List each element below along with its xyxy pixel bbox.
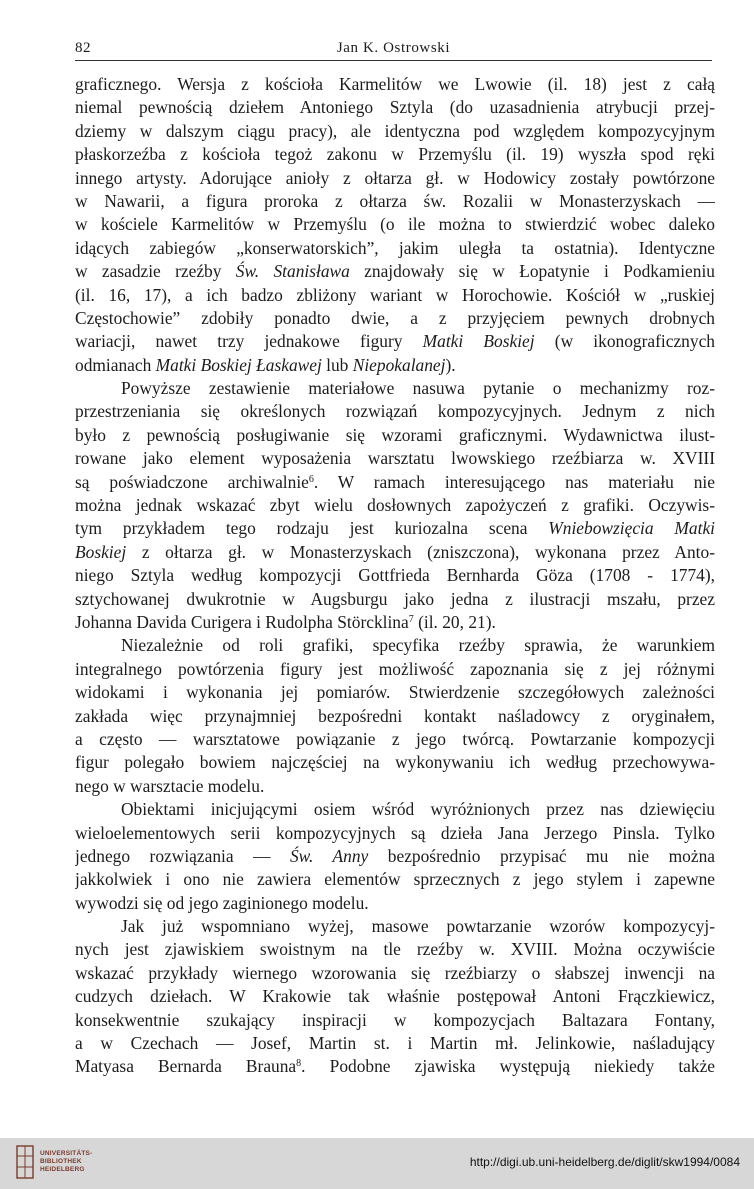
text-run: nego w warsztacie modelu. (75, 775, 265, 796)
text-run: a często — warsztatowe powiązanie z jego twórcą. Powtarzanie kompozycji (75, 728, 715, 749)
text-run: integralnego powtórzenia figury jest możliwość zapoznania się z jej różnymi (75, 658, 715, 679)
text-line (75, 307, 715, 330)
page-header (75, 38, 712, 61)
running-head: Jan K. Ostrowski (336, 40, 451, 56)
text-run: tym przykładem tego rodzaju jest kuriozalna scena (75, 518, 549, 539)
text-line (75, 237, 715, 260)
text-run: wskazać przykłady wiernego wzorowania się rzeźbiarzy o słabszej inwencji na (75, 962, 715, 983)
text-line (75, 611, 715, 634)
italic-title: Niepokalanej (352, 354, 446, 375)
text-line (75, 284, 715, 307)
text-run: nych jest zjawiskiem swoistnym na tle rzeźby w. XVIII. Można oczywiście (75, 939, 715, 960)
text-line (75, 213, 715, 236)
text-line (75, 143, 715, 166)
text-run: (il. 16, 17), a ich badzo zbliżony wariant w Horochowie. Kościół w „ruskiej (75, 284, 715, 305)
text-line (75, 541, 715, 564)
text-run: można jednak wskazać zbyt wielu dosłownych zapożyczeń z grafiki. Oczywis- (75, 495, 715, 516)
text-line (75, 892, 715, 915)
text-run: cudzych dziełach. W Krakowie tak właśnie postępował Antoni Frączkiewicz, (75, 986, 715, 1007)
italic-title: Św. Anny (289, 845, 369, 866)
text-run: (il. 20, 21). (413, 611, 496, 632)
library-logo-text (40, 1150, 92, 1174)
text-line (75, 96, 715, 119)
text-run: Matyasa Bernarda Brauna (75, 1056, 297, 1077)
text-line (75, 494, 715, 517)
text-run: odmianach (75, 354, 156, 375)
text-line (75, 868, 715, 891)
text-line (75, 962, 715, 985)
source-url-link[interactable]: http://digi.ub.uni-heidelberg.de/diglit/skw1994/0084 (469, 1155, 740, 1169)
italic-title: Św. Stanisława (235, 261, 350, 282)
text-run: są poświadczone archiwalnie (75, 471, 309, 492)
text-run: Powyższe zestawienie materiałowe nasuwa pytanie o mechanizmy roz- (121, 378, 715, 399)
logo-line: HEIDELBERG (40, 1166, 85, 1173)
text-line (75, 1055, 715, 1078)
text-run: płaskorzeźba z kościoła tegoż zakonu w Przemyślu (il. 19) wyszła spod ręki (75, 144, 715, 165)
footnote-ref: 6 (308, 473, 314, 485)
italic-title: Matki Boskiej (422, 331, 535, 352)
text-line (75, 845, 715, 868)
text-run: idących zabiegów „konserwatorskich”, jakim uległa ta ostatnia). Identyczne (75, 237, 715, 258)
logo-line: UNIVERSITÄTS- (40, 1150, 93, 1157)
text-line (75, 634, 715, 657)
text-line (75, 167, 715, 190)
page-number: 82 (75, 40, 91, 56)
text-run: jakkolwiek i ono nie zawiera elementów sprzecznych z jego stylem i zapewne (75, 869, 715, 890)
text-line (75, 564, 715, 587)
text-line (75, 190, 715, 213)
text-run: ). (445, 354, 456, 375)
text-run: w Nawarii, a figura proroka z ołtarza św. Rozalii w Monasterzyskach — (75, 190, 715, 211)
text-line (75, 658, 715, 681)
text-line (75, 798, 715, 821)
text-line (75, 822, 715, 845)
text-run: znajdowały się w Łopatynie i Podkamieniu (349, 261, 715, 282)
logo-line: BIBLIOTHEK (40, 1158, 82, 1165)
text-run: bezpośrednio przypisać mu nie można (368, 845, 715, 866)
text-run: wywodzi się od jego zaginionego modelu. (75, 892, 369, 913)
text-line (75, 751, 715, 774)
text-run: konsekwentnie szukający inspiracji w kompozycjach Baltazara Fontany, (75, 1009, 715, 1030)
text-run: dziemy w dalszym ciągu pracy), ale identyczna pod względem kompozycyjnym (75, 120, 715, 141)
text-run: lub (321, 354, 353, 375)
text-line (75, 1032, 715, 1055)
text-line (75, 330, 715, 353)
text-line (75, 915, 715, 938)
text-run: było z pewnością posługiwanie się wzorami graficznymi. Wydawnictwa ilust- (75, 424, 715, 445)
text-line (75, 728, 715, 751)
text-run: Obiektami inicjującymi osiem wśród wyróżnionych przez nas dziewięciu (121, 799, 715, 820)
text-run: w kościele Karmelitów w Przemyślu (o ile można to stwierdzić wobec daleko (75, 214, 715, 235)
italic-title: Wniebowzięcia Matki (548, 518, 715, 539)
text-run: niego Sztyla według kompozycji Gottfrieda Bernharda Göza (1708 - 1774), (75, 565, 715, 586)
text-run: Jak już wspomniano wyżej, masowe powtarzanie wzorów kompozycyj- (121, 916, 715, 937)
footer-bar (0, 1138, 754, 1189)
text-line (75, 260, 715, 283)
italic-title: Boskiej (75, 541, 127, 562)
text-run: (w ikonograficznych (534, 331, 715, 352)
footnote-ref: 7 (408, 613, 414, 625)
text-run: Częstochowie” zdobiły ponadto dwie, a z przyjęciem pewnych drobnych (75, 307, 715, 328)
text-line (75, 775, 715, 798)
text-run: graficznego. Wersja z kościoła Karmelitów we Lwowie (il. 18) jest z całą (75, 74, 715, 94)
text-run: . W ramach interesującego nas materiału nie (313, 471, 715, 492)
text-line (75, 471, 715, 494)
text-run: Johanna Davida Curigera i Rudolpha Störcklina (75, 611, 409, 632)
text-line (75, 447, 715, 470)
text-run: wariacji, nawet trzy jednakowe figury (75, 331, 423, 352)
text-run: z ołtarza gł. w Monasterzyskach (zniszczona), wykonana przez Anto- (126, 541, 715, 562)
text-run: widokami i wykonania jej pomiarów. Stwierdzenie szczegółowych zależności (75, 682, 715, 703)
text-run: niemal pewnością dziełem Antoniego Sztyla (do uzasadnienia atrybucji przej- (75, 97, 715, 118)
text-run: rowane jako element wyposażenia warsztatu lwowskiego rzeźbiarza w. XVIII (75, 448, 715, 469)
text-line (75, 354, 715, 377)
body-text (75, 73, 715, 1079)
text-run: przestrzeniania się określonych rozwiązań kompozycyjnych. Jednym z nich (75, 401, 715, 422)
text-line (75, 73, 715, 96)
text-line (75, 120, 715, 143)
text-run: sztychowanej dwukrotnie w Augsburgu jako jedna z ilustracji mszału, przez (75, 588, 715, 609)
text-line (75, 705, 715, 728)
text-line (75, 985, 715, 1008)
text-run: innego artysty. Adorujące anioły z ołtarza gł. w Hodowicy zostały powtórzone (75, 167, 715, 188)
text-line (75, 1009, 715, 1032)
text-line (75, 588, 715, 611)
text-line (75, 400, 715, 423)
text-run: wieloelementowych serii kompozycyjnych są dzieła Jana Jerzego Pinsla. Tylko (75, 822, 715, 843)
text-line (75, 938, 715, 961)
text-run: zakłada więc przynajmniej bezpośredni kontakt naśladowcy z oryginałem, (75, 705, 715, 726)
text-line (75, 517, 715, 540)
text-run: a w Czechach — Josef, Martin st. i Martin mł. Jelinkowie, naśladujący (75, 1033, 715, 1054)
text-run: Niezależnie od roli grafiki, specyfika rzeźby sprawia, że warunkiem (121, 635, 715, 656)
text-line (75, 377, 715, 400)
library-logo-icon (16, 1145, 34, 1179)
text-line (75, 424, 715, 447)
text-run: figur polegało bowiem najczęściej na wykonywaniu ich według przechowywa- (75, 752, 715, 773)
text-run: jednego rozwiązania — (75, 845, 290, 866)
footnote-ref: 8 (296, 1058, 302, 1070)
text-line (75, 681, 715, 704)
text-run: w zasadzie rzeźby (75, 261, 236, 282)
italic-title: Matki Boskiej Łaskawej (155, 354, 322, 375)
text-run: . Podobne zjawiska występują niekiedy także (301, 1056, 715, 1077)
